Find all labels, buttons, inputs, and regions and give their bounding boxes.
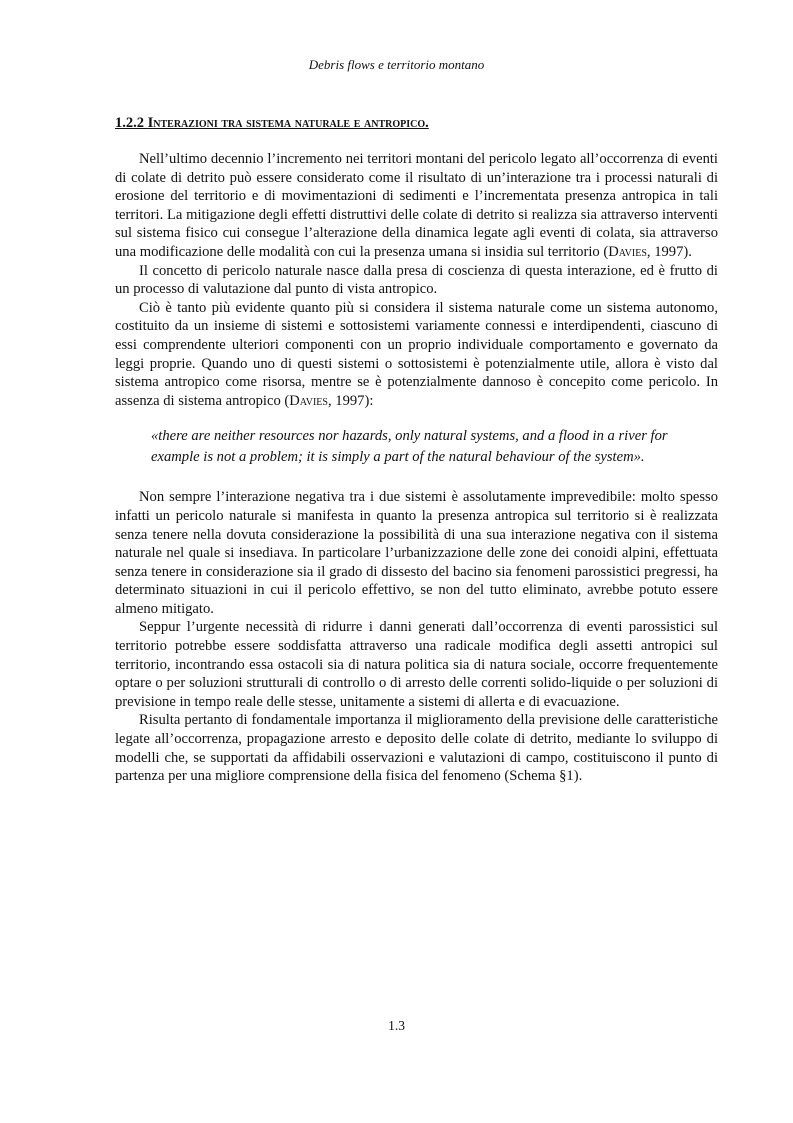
citation-year: , 1997). — [646, 243, 692, 260]
page-number: 1.3 — [388, 1018, 405, 1033]
paragraph-3 — [115, 299, 718, 411]
citation-author: Davies — [608, 243, 647, 260]
paragraph-6: Risulta pertanto di fondamentale importanza il miglioramento della previsione delle caratteristiche legate all’occorrenza, propagazione arresto e deposito delle colate di detrito, mediante lo sviluppo di modelli che, se supportati da affidabili osservazioni e valutazioni di campo, costituiscono il punto di partenza per una migliore comprensione della fisica del fenomeno (Schema §1). — [115, 712, 718, 785]
paragraph-1-text: Nell’ultimo decennio l’incremento nei territori montani del pericolo legato all’occorrenza di eventi di colate di detrito può essere considerato come il risultato di un’interazione tra i processi naturali di erosione del territorio e di movimentazioni di sedimenti e l’incrementata presenza antropica in tali territori. La mitigazione degli effetti distruttivi delle colate di detrito si realizza sia attraverso interventi sul sistema fisico cui consegue l’alterazione della dinamica legate agli eventi di colata, sia attraverso una modificazione delle modalità con cui la presenza umana si insidia sul territorio ( — [115, 151, 718, 260]
body-text — [115, 150, 718, 786]
section-heading — [115, 115, 715, 132]
citation-author: Davies — [289, 392, 328, 409]
citation-year: , 1997): — [327, 392, 374, 409]
block-quote: «there are neither resources nor hazards, only natural systems, and a flood in a river for example is not a problem; it is simply a part of the natural behaviour of the system». — [151, 428, 668, 466]
section-number: 1.2.2 — [115, 115, 144, 131]
section-title: Interazioni tra sistema naturale e antropico. — [147, 115, 429, 131]
paragraph-5: Seppur l’urgente necessità di ridurre i danni generati dall’occorrenza di eventi parossistici sul territorio potrebbe essere soddisfatta attraverso una radicale modifica degli assetti antropici sul territorio, incontrando essa ostacoli sia di natura politica sia di natura sociale, occorre frequentemente optare o per soluzioni strutturali di controllo o di arresto delle correnti solido-liquide o per soluzioni di previsione in tempo reale delle stesse, unitamente a sistemi di allerta e di evacuazione. — [115, 619, 718, 710]
running-header: Debris flows e territorio montano — [308, 57, 485, 72]
paragraph-1 — [115, 150, 718, 262]
paragraph-2: Il concetto di pericolo naturale nasce dalla presa di coscienza di questa interazione, ed è frutto di un processo di valutazione dal punto di vista antropico. — [115, 262, 718, 298]
paragraph-4: Non sempre l’interazione negativa tra i due sistemi è assolutamente imprevedibile: molto spesso infatti un pericolo naturale si manifesta in quanto la presenza antropica sul territorio si è realizzata senza tenere nella dovuta considerazione la possibilità di una sua interazione negativa con il sistema naturale nel quale si insediava. In particolare l’urbanizzazione delle zone dei conoidi alpini, effettuata senza tenere in considerazione sia il grado di dissesto del bacino sia fenomeni parossistici pregressi, ha determinato situazioni in cui il pericolo effettivo, se non del tutto eliminato, avrebbe potuto essere almeno mitigato. — [115, 489, 718, 617]
paragraph-3-text: Ciò è tanto più evidente quanto più si considera il sistema naturale come un sistema autonomo, costituito da un insieme di sistemi e sottosistemi variamente connessi e interdipendenti, ciascuno di essi comprendente ulteriori componenti con un proprio individuale comportamento e governato da leggi proprie. Quando uno di questi sistemi o sottosistemi è potenzialmente utile, allora è visto dal sistema antropico come risorsa, mentre se è potenzialmente dannoso è concepito come pericolo. In assenza di sistema antropico ( — [115, 299, 718, 409]
